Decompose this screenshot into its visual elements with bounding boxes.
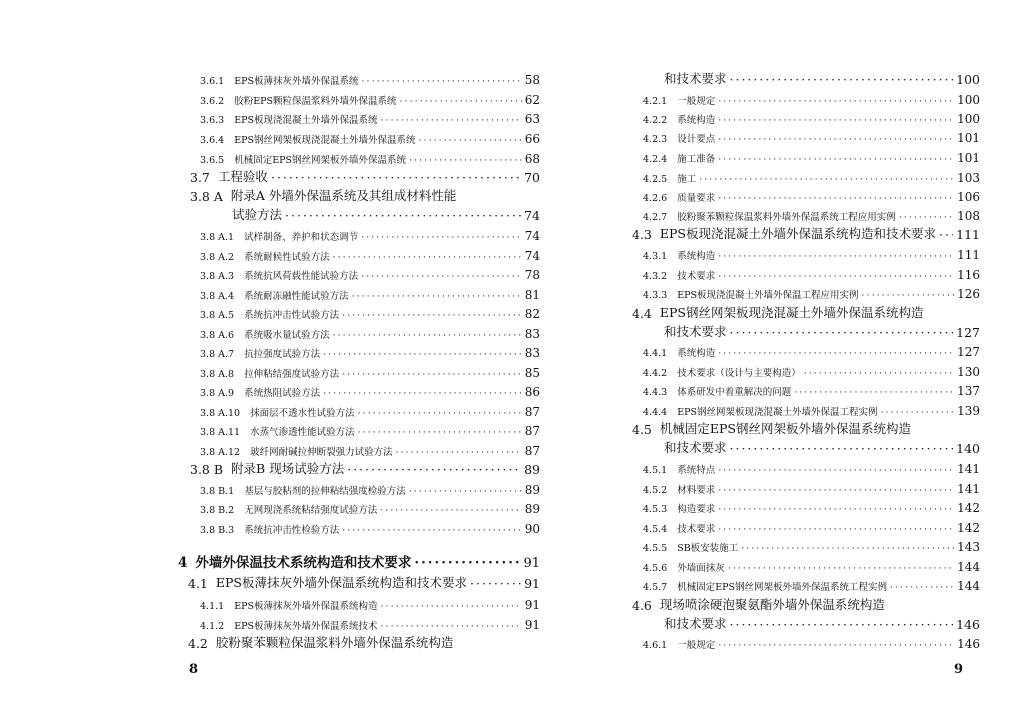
toc-entry-number: 4.5.1 [643,465,668,476]
toc-entry-title: 构造要求 [677,504,716,515]
toc-entry[interactable] [643,515,980,535]
toc-leader-dots [342,310,522,321]
toc-entry-title: 系统构造 [677,348,716,359]
toc-entry-title: EPS板现浇混凝土外墙外保温工程应用实例 [677,290,859,301]
toc-leader-dots [381,601,522,612]
toc-entry-title: 抹面层不透水性试验方法 [250,408,355,419]
toc-entry-title: 技术要求（设计与主要构造） [677,368,801,379]
toc-entry-number: 3.8 A.11 [200,427,241,438]
toc-entry-page: 142 [957,501,980,515]
toc-entry[interactable] [643,534,980,554]
toc-entry-page: 127 [956,325,980,340]
toc-entry-number: 3.8 B.2 [200,505,235,516]
toc-leader-dots [718,465,954,476]
toc-entry-title: 系统热阻试验方法 [244,388,321,399]
toc-entry[interactable] [643,631,980,651]
toc-leader-dots [419,135,522,146]
toc-entry-page: 85 [524,366,540,380]
toc-entry-page: 78 [524,268,540,282]
toc-entry-title: 材料要求 [677,485,716,496]
toc-entry[interactable] [200,379,540,399]
toc-entry-page: 139 [957,404,980,418]
toc-leader-dots [718,348,954,359]
toc-leader-dots [380,505,522,516]
toc-entry[interactable] [664,612,980,632]
toc-entry-page: 144 [957,560,980,574]
toc-entry-number: 3.6.1 [200,76,225,87]
toc-entry-title: 系统耐候性试验方法 [244,252,330,263]
toc-entry-page: 66 [524,132,540,146]
toc-entry-number: 4.4.2 [643,368,668,379]
toc-entry-page: 111 [956,227,980,242]
toc-entry-number: 4.5.7 [643,582,668,593]
toc-entry-page: 74 [524,208,540,223]
toc-entry-title: 施工 [677,174,697,185]
toc-entry-page: 127 [957,345,980,359]
toc-entry[interactable] [664,320,980,340]
toc-entry[interactable] [190,457,540,477]
toc-leader-dots [862,290,955,301]
toc-entry[interactable] [643,554,980,574]
toc-entry-title: EPS板薄抹灰外墙外保温系统构造 [234,601,378,612]
toc-entry-page: 126 [957,287,980,301]
toc-entry-page: 146 [957,637,980,651]
toc-leader-dots [381,115,522,126]
toc-entry[interactable] [200,301,540,321]
toc-entry-title: EPS钢丝网架板现浇混凝土外墙外保温系统 [234,135,416,146]
toc-entry-number: 3.6.4 [200,135,225,146]
toc-leader-dots [285,208,521,223]
right-page-number: 9 [954,662,964,677]
toc-entry-number: 4.1 [188,576,208,591]
toc-entry[interactable] [664,436,980,456]
toc-entry-number: 3.8 A.4 [200,291,235,302]
toc-entry-title: 基层与胶粘剂的拉伸粘结强度检验方法 [244,486,406,497]
toc-entry[interactable] [643,106,980,126]
toc-entry-number: 4.3.3 [643,290,668,301]
toc-entry-page: 130 [957,365,980,379]
toc-entry[interactable] [200,340,540,360]
toc-entry-page: 91 [524,598,540,612]
toc-entry-number: 3.6.2 [200,96,225,107]
toc-entry[interactable] [200,496,540,516]
toc-entry-title: 系统抗冲击性试验方法 [244,310,340,321]
toc-entry-page: 70 [524,170,540,185]
toc-entry[interactable] [200,592,540,612]
toc-entry[interactable] [200,399,540,419]
toc-leader-dots [470,576,521,591]
toc-leader-dots [939,227,953,242]
toc-entry-title: 外墙外保温技术系统构造和技术要求 [195,555,412,571]
toc-entry[interactable] [643,184,980,204]
toc-entry-page: 83 [524,346,540,360]
toc-entry[interactable] [643,281,980,301]
toc-entry[interactable] [200,282,540,302]
toc-entry-page: 86 [524,385,540,399]
toc-entry[interactable] [643,378,980,398]
toc-entry-title: 设计要点 [677,134,716,145]
toc-entry-title: 和技术要求 [664,440,727,455]
toc-entry-title: 质量要求 [677,193,716,204]
toc-entry-number: 3.8 B [190,462,224,477]
toc-entry[interactable] [664,67,980,87]
toc-entry-title: 试样制备、养护和状态调节 [244,232,359,243]
toc-entry-page: 74 [524,249,540,263]
toc-entry-title: 试验方法 [232,207,283,222]
toc-leader-dots [362,76,522,87]
toc-entry-number: 3.6.5 [200,155,225,166]
toc-entry-title: EPS板薄抹灰外墙外保温系统 [234,76,359,87]
toc-entry-number: 4.2.7 [643,212,668,223]
toc-leader-dots [361,271,522,282]
toc-entry-title: 和技术要求 [664,71,727,86]
toc-entry-title: 系统抗冲击性检验方法 [244,525,340,536]
toc-entry[interactable] [643,165,980,185]
toc-entry-title: 和技术要求 [664,324,727,339]
toc-leader-dots [794,387,954,398]
toc-leader-dots [718,504,954,515]
toc-entry-title: 玻纤网耐碱拉伸断裂强力试验方法 [250,447,393,458]
toc-leader-dots [730,441,954,456]
toc-entry[interactable] [200,360,540,380]
toc-entry-page: 144 [957,579,980,593]
toc-entry-number: 4.5.2 [643,485,668,496]
toc-entry-number: 4.4.3 [643,387,668,398]
toc-entry-page: 62 [524,93,540,107]
toc-entry-title: 系统特点 [677,465,716,476]
toc-entry-title: 一般规定 [677,640,716,651]
toc-entry-title: 水蒸气渗透性能试验方法 [250,427,355,438]
toc-leader-dots [890,582,954,593]
toc-entry[interactable] [632,301,980,321]
toc-entry-number: 4.3.1 [643,251,668,262]
toc-entry[interactable] [200,223,540,243]
toc-entry[interactable] [643,476,980,496]
toc-entry-number: 4.6.1 [643,640,668,651]
toc-entry-page: 142 [957,521,980,535]
toc-entry-title: 机械固定EPS钢丝网架板外墙外保温系统构造 [659,421,911,436]
toc-entry-title: 无网现浇系统粘结强度试验方法 [244,505,378,516]
toc-entry[interactable] [632,593,980,613]
toc-entry-page: 63 [524,112,540,126]
toc-entry-number: 3.8 A.5 [200,310,235,321]
toc-leader-dots [414,555,520,571]
toc-entry-page: 83 [524,327,540,341]
toc-entry-page: 103 [957,171,980,185]
toc-entry-number: 3.8 A.1 [200,232,235,243]
toc-entry-number: 4.1.1 [200,601,225,612]
toc-entry-title: 技术要求 [677,524,716,535]
toc-entry-number: 3.8 B.3 [200,525,235,536]
toc-entry-number: 4.4.1 [643,348,668,359]
toc-entry-title: 一般规定 [677,96,716,107]
toc-entry[interactable] [643,242,980,262]
toc-entry[interactable] [200,438,540,458]
toc-entry[interactable] [643,339,980,359]
toc-entry[interactable] [178,551,540,571]
toc-entry-page: 90 [524,522,540,536]
toc-entry-page: 81 [524,288,540,302]
toc-entry-number: 3.8 A.3 [200,271,235,282]
toc-leader-dots [271,170,521,185]
toc-entry-page: 89 [524,502,540,516]
toc-entry[interactable] [190,184,540,204]
toc-entry-page: 91 [524,618,540,632]
toc-leader-dots [718,134,954,145]
toc-entry-title: 附录B 现场试验方法 [231,461,345,476]
toc-leader-dots [347,462,521,477]
toc-entry[interactable] [643,573,980,593]
toc-entry-title: 体系研发中着重解决的问题 [677,387,792,398]
toc-entry[interactable] [232,203,540,223]
toc-entry-number: 4.4.4 [643,407,668,418]
toc-entry-page: 100 [957,112,980,126]
toc-entry[interactable] [200,126,540,146]
toc-entry-title: 现场喷涂硬泡聚氨酯外墙外保温系统构造 [659,597,885,612]
toc-entry[interactable] [632,417,980,437]
toc-entry-number: 3.7 [190,170,210,185]
toc-entry-title: 外墙面抹灰 [677,563,725,574]
toc-entry[interactable] [643,495,980,515]
left-page-number: 8 [189,662,199,677]
toc-entry-title: 胶粉聚苯颗粒保温浆料外墙外保温系统构造 [215,635,454,650]
toc-entry-number: 4.5.3 [643,504,668,515]
toc-entry-number: 3.8 B.1 [200,486,235,497]
toc-leader-dots [323,349,522,360]
toc-entry-title: 系统耐冻融性能试验方法 [244,291,349,302]
toc-entry-page: 100 [956,72,980,87]
toc-entry-page: 58 [524,73,540,87]
toc-entry-number: 4 [178,555,188,571]
toc-entry-page: 101 [957,131,980,145]
toc-entry-title: 系统构造 [677,251,716,262]
toc-entry-title: EPS钢丝网架板现浇混凝土外墙外保温工程实例 [677,407,878,418]
toc-entry-number: 3.8 A.10 [200,408,241,419]
toc-entry[interactable] [643,125,980,145]
toc-entry[interactable] [643,203,980,223]
toc-entry-page: 101 [957,151,980,165]
toc-entry-page: 143 [957,540,980,554]
toc-entry-number: 4.1.2 [200,621,225,632]
toc-entry-page: 140 [956,441,980,456]
toc-entry-title: 系统抗风荷载性能试验方法 [244,271,359,282]
toc-entry-page: 87 [524,444,540,458]
toc-entry-page: 108 [957,209,980,223]
toc-entry-title: 和技术要求 [664,616,727,631]
toc-entry[interactable] [200,146,540,166]
toc-entry-number: 3.6.3 [200,115,225,126]
toc-entry[interactable] [643,398,980,418]
toc-entry-number: 4.3.2 [643,271,668,282]
toc-entry[interactable] [643,262,980,282]
toc-entry-title: 拉伸粘结强度试验方法 [244,369,340,380]
toc-entry-title: EPS板薄抹灰外墙外保温系统构造和技术要求 [215,575,467,590]
toc-leader-dots [730,72,954,87]
toc-entry-number: 4.2.1 [643,96,668,107]
toc-entry-page: 141 [957,482,980,496]
toc-leader-dots [361,232,522,243]
toc-entry-number: 4.2.3 [643,134,668,145]
toc-entry-title: 系统吸水量试验方法 [244,330,330,341]
toc-entry-page: 87 [524,424,540,438]
toc-entry[interactable] [200,67,540,87]
toc-entry[interactable] [188,631,540,651]
toc-entry-number: 4.2.2 [643,115,668,126]
toc-entry-number: 4.5.6 [643,563,668,574]
toc-entry-number: 4.6 [632,598,652,613]
toc-entry[interactable] [188,571,540,591]
toc-entry-title: EPS板现浇混凝土外墙外保温系统 [234,115,378,126]
toc-entry-page: 146 [956,617,980,632]
toc-entry-title: 抗拉强度试验方法 [244,349,321,360]
toc-entry-number: 4.2 [188,636,208,651]
toc-entry-title: 机械固定EPS钢丝网架板外墙外保温系统 [234,155,407,166]
toc-leader-dots [718,154,954,165]
toc-entry-number: 3.8 A.9 [200,388,235,399]
toc-entry-page: 89 [524,483,540,497]
toc-entry-number: 4.4 [632,306,652,321]
toc-entry[interactable] [200,516,540,536]
toc-leader-dots [342,525,522,536]
toc-entry-number: 4.2.6 [643,193,668,204]
toc-entry-title: 机械固定EPS钢丝网架板外墙外保温系统工程实例 [677,582,888,593]
toc-entry[interactable] [643,359,980,379]
toc-entry-page: 141 [957,462,980,476]
toc-entry-page: 87 [524,405,540,419]
toc-leader-dots [323,388,522,399]
toc-entry-page: 111 [957,248,980,262]
toc-entry-title: 技术要求 [677,271,716,282]
toc-leader-dots [730,325,954,340]
toc-leader-dots [358,427,522,438]
toc-entry-page: 137 [957,384,980,398]
toc-entry[interactable] [200,612,540,632]
toc-entry-title: 附录A 外墙外保温系统及其组成材料性能 [230,188,457,203]
toc-entry-title: 施工准备 [677,154,716,165]
toc-entry-number: 3.8 A.12 [200,447,241,458]
toc-entry[interactable] [190,165,540,185]
toc-entry[interactable] [200,243,540,263]
toc-entry-page: 106 [957,190,980,204]
toc-leader-dots [718,640,954,651]
toc-leader-dots [730,617,954,632]
toc-entry-page: 82 [524,307,540,321]
toc-leader-dots [718,251,954,262]
toc-entry[interactable] [200,87,540,107]
toc-entry-page: 89 [524,462,540,477]
toc-entry-title: 工程验收 [217,169,268,184]
toc-entry-number: 4.5.5 [643,543,668,554]
toc-entry-number: 3.8 A.2 [200,252,235,263]
toc-entry-page: 68 [524,152,540,166]
toc-entry[interactable] [200,321,540,341]
toc-entry-number: 3.8 A.8 [200,369,235,380]
toc-entry-page: 91 [523,556,540,571]
toc-entry-page: 91 [524,576,540,591]
toc-entry[interactable] [643,87,980,107]
toc-entry[interactable] [643,456,980,476]
toc-entry-number: 4.2.5 [643,174,668,185]
toc-entry-title: SB板安装施工 [677,543,739,554]
toc-entry[interactable] [632,222,980,242]
toc-entry-number: 4.5.4 [643,524,668,535]
toc-entry[interactable] [200,477,540,497]
toc-entry[interactable] [200,418,540,438]
toc-entry-title: EPS板薄抹灰外墙外保温系统技术 [234,621,378,632]
toc-entry[interactable] [200,262,540,282]
toc-entry-title: 系统构造 [677,115,716,126]
toc-entry-number: 4.3 [632,227,652,242]
toc-entry-number: 4.2.4 [643,154,668,165]
toc-entry-page: 74 [524,229,540,243]
toc-entry-number: 3.8 A.7 [200,349,235,360]
toc-entry-title: 胶粉EPS颗粒保温浆料外墙外保温系统 [234,96,397,107]
toc-entry-number: 3.8 A.6 [200,330,235,341]
toc-entry[interactable] [200,106,540,126]
toc-entry-title: EPS钢丝网架板现浇混凝土外墙外保温系统构造 [659,305,924,320]
toc-entry-page: 100 [957,93,980,107]
toc-entry-title: EPS板现浇混凝土外墙外保温系统构造和技术要求 [659,226,936,241]
toc-leader-dots [741,543,954,554]
toc-entry-number: 3.8 A [190,189,223,204]
toc-entry-page: 116 [957,268,980,282]
toc-entry-title: 胶粉聚苯颗粒保温浆料外墙外保温系统工程应用实例 [677,212,896,223]
toc-entry-number: 4.5 [632,422,652,437]
toc-entry[interactable] [643,145,980,165]
